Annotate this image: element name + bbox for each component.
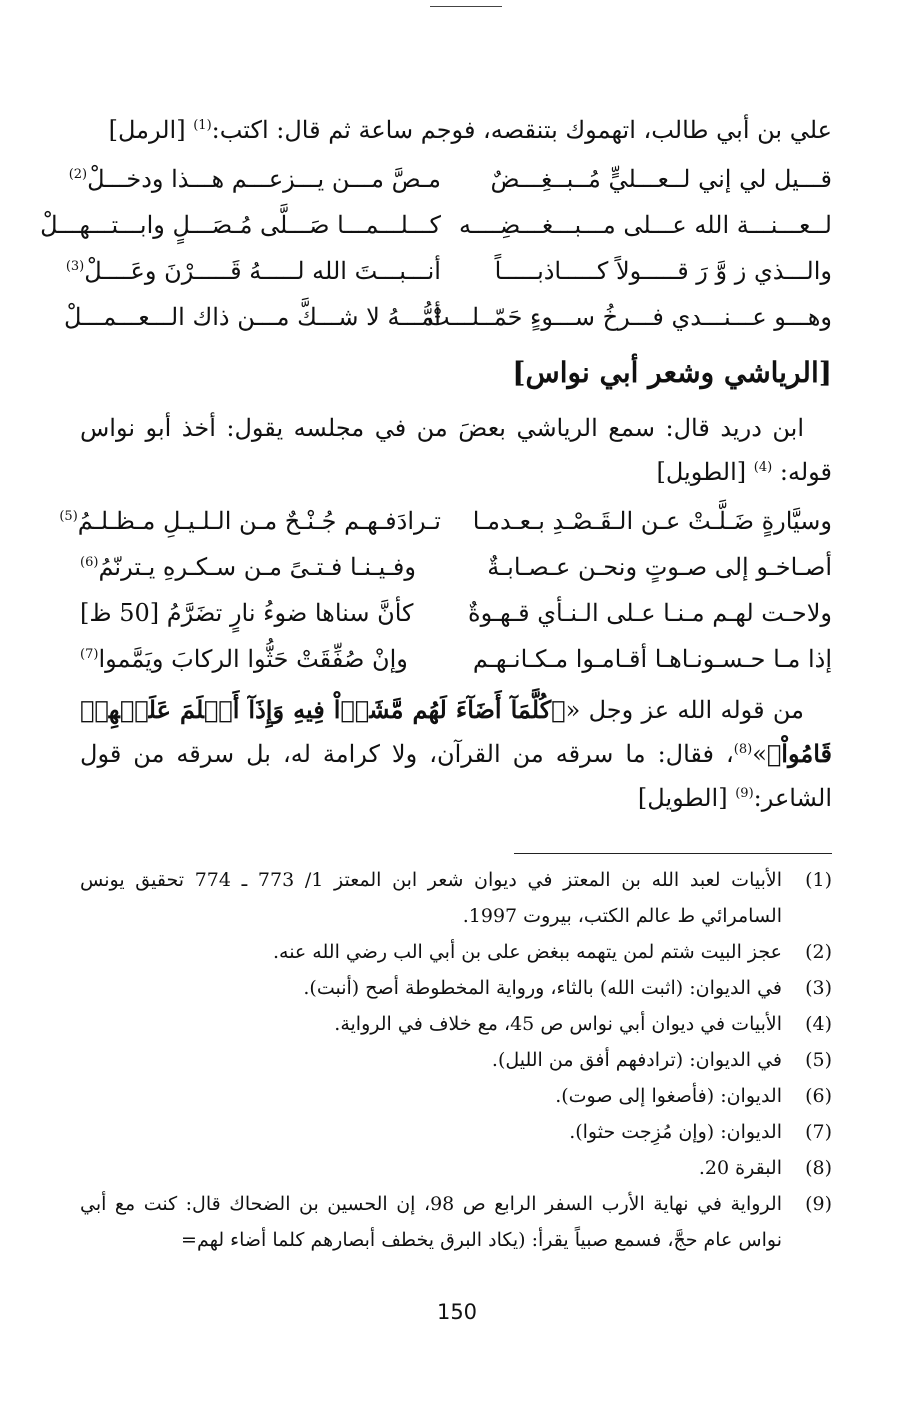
footnote-ref: (9) [735, 786, 754, 801]
footnote-number: (5) [805, 1049, 832, 1071]
footnote-text: الأبيات في ديوان أبي نواس ص 45، مع خلاف في الرواية. [334, 1013, 782, 1035]
section-heading: [الرياشي وشعر أبي نواس] [512, 356, 832, 389]
verse-second-text: أمُّـــهُ لا شـــكَّ مـــن ذاك الـــعـــمـــلْ [63, 303, 441, 331]
verse-second-text: تـرادَفـهـم جُـنْـحٌ مـن الـلـيـلِ مـظـلـمُ [77, 507, 441, 535]
verse-first-hemistich: أصـاخـو إلى صـوتٍ ونحـن عـصـابـةٌ [487, 553, 832, 581]
meter-label: [الرمل] [108, 116, 186, 144]
verse-second-hemistich [80, 636, 441, 682]
verse-second-hemistich [80, 590, 441, 636]
footnote-ref: (7) [80, 647, 99, 662]
verse-second-hemistich [68, 156, 441, 202]
footnote-text: الديوان: (فأصغوا إلى صوت). [555, 1085, 782, 1107]
footnote-text: الرواية في نهاية الأرب السفر الرابع ص 98، إن الحسين بن الضحاك قال: كنت مع أبي نواس عام حجَّ، فسمع صبياً يقرأ: (يكاد البرق يخطف أبصارهم كلما أضاء لهم= [80, 1193, 782, 1251]
footnote-number: (8) [805, 1157, 832, 1179]
verse-first-hemistich: والـــذي ز وَّ رَ قـــــولاً كـــــاذبـــــاً [494, 257, 832, 285]
footnotes [80, 862, 832, 1258]
footnote [80, 1150, 832, 1186]
quote-close: » [752, 740, 767, 768]
page-number: 150 [436, 1300, 478, 1324]
verse-line [65, 248, 832, 294]
footnote-number: (1) [805, 869, 832, 891]
footnote-ref: (3) [65, 259, 85, 274]
footnote-text: الأبيات لعبد الله بن المعتز في ديوان شعر ابن المعتز 1/ 773 ـ 774 تحقيق يونس السامرائي ط عالم الكتب، بيروت 1997. [80, 869, 782, 927]
verse-second-text: كـــلـــمـــا صَـــلَّى مُـصَـــلٍ وابـــتـــهـــلْ [40, 211, 441, 239]
verse-second-hemistich [80, 544, 441, 590]
verse-second-text: كأنَّ سناها ضوءُ نارٍ تضَرَّمُ [50 ظ] [80, 599, 414, 627]
footnote-ref: (6) [80, 555, 99, 570]
footnote-ref: (5) [59, 509, 78, 524]
footnote-ref: (2) [68, 167, 88, 182]
verse-second-hemistich [65, 248, 441, 294]
meter-label: [الطويل] [637, 784, 728, 812]
paragraph-text: ، فقال: ما سرقه من القرآن، ولا كرامة له، بل سرقه من قول الشاعر: [80, 740, 832, 812]
verse-first-hemistich: قـــيل لي إني لــعـــليٍّ مُــبــغِـــضٌ [490, 165, 832, 193]
poem-tawil [59, 498, 832, 682]
verse-second-hemistich [63, 294, 441, 340]
verse-first-hemistich: وسيَّارةٍ ضَـلَّـتْ عـن الـقَـصْـدِ بـعـدمـا [472, 507, 832, 535]
verse-first-hemistich: وهـــو عـــنـــدي فـــرخُ ســـوءٍ حَمّــلـــتْ [427, 303, 832, 331]
footnote [80, 970, 832, 1006]
footnote-number: (9) [805, 1193, 832, 1215]
footnote-text: في الديوان: (ترادفهم أفق من الليل). [491, 1049, 782, 1071]
page-body [40, 108, 832, 820]
verse-second-text: مـصَّ مـــن يـــزعـــم هـــذا ودخـــلْ [87, 165, 441, 193]
footnote [80, 1114, 832, 1150]
footnote-text: الديوان: (وإن مُزِجت حثوا). [569, 1121, 782, 1143]
verse-line [40, 202, 832, 248]
paragraph-text: ابن دريد قال: سمع الرياشي بعضَ من في مجلسه يقول: أخذ أبو نواس قوله: [80, 414, 832, 486]
verse-line [80, 636, 832, 682]
top-rule [430, 6, 502, 7]
footnote [80, 862, 832, 934]
poem-ramal [40, 156, 832, 340]
footnote [80, 1078, 832, 1114]
verse-line [68, 156, 832, 202]
verse-second-hemistich [40, 202, 441, 248]
footnote [80, 1186, 832, 1258]
footnote-text: البقرة 20. [698, 1157, 782, 1179]
verse-line [59, 498, 832, 544]
verse-second-hemistich [59, 498, 441, 544]
footnote-separator [514, 853, 832, 854]
paragraph-quran [80, 688, 832, 820]
paragraph-text: من قوله الله عز وجل « [565, 696, 804, 724]
footnote [80, 1042, 832, 1078]
footnote [80, 934, 832, 970]
paragraph-riyashi [80, 406, 832, 494]
verse-first-hemistich: إذا مـا حـسـونـاهـا أقـامـوا مـكـانـهـم [472, 645, 832, 673]
intro-paragraph [80, 108, 832, 152]
footnote-number: (3) [805, 977, 832, 999]
footnote [80, 1006, 832, 1042]
footnote-ref: (8) [733, 742, 753, 757]
footnote-text: في الديوان: (اثبت الله) بالثاء، ورواية المخطوطة أصح (أنبت). [303, 977, 782, 999]
meter-label: [الطويل] [656, 458, 747, 486]
footnote-number: (6) [805, 1085, 832, 1107]
intro-text: علي بن أبي طالب، اتهموك بتنقصه، فوجم ساعة ثم قال: اكتب: [211, 116, 832, 144]
footnote-number: (2) [805, 941, 832, 963]
footnote-ref: (4) [753, 460, 773, 475]
verse-line [80, 590, 832, 636]
verse-second-text: وإنْ صُفِّقَتْ حَثُّوا الركابَ ويَمَّموا [98, 645, 408, 673]
verse-second-text: وفـيـنـا فـتـىً مـن سـكـرهِ يـترنّمُ [98, 553, 416, 581]
footnote-ref: (1) [193, 118, 212, 133]
footnote-text: عجز البيت شتم لمن يتهمه ببغض على بن أبي الب رضي الله عنه. [272, 941, 782, 963]
verse-line [80, 544, 832, 590]
verse-line [63, 294, 832, 340]
footnote-number: (7) [805, 1121, 832, 1143]
quran-verse: ﴿كُلَّمَآ أَضَآءَ لَهُم مَّشَوۡاْ فِيهِ وَإِذَآ أَظۡلَمَ عَلَيۡهِمۡ قَامُواْ﴾ [80, 695, 832, 768]
verse-first-hemistich: ولاحـت لهـم مـنـا عـلى الـنـأي قـهـوةٌ [468, 599, 832, 627]
verse-first-hemistich: لــعـــنـــة الله عـــلى مـــبـــغـــضِــــه [458, 211, 832, 239]
verse-second-text: أنـــبـــتَ الله لـــــهُ قَـــــرْنَ وعَــــلْ [84, 257, 441, 285]
footnote-number: (4) [805, 1013, 832, 1035]
